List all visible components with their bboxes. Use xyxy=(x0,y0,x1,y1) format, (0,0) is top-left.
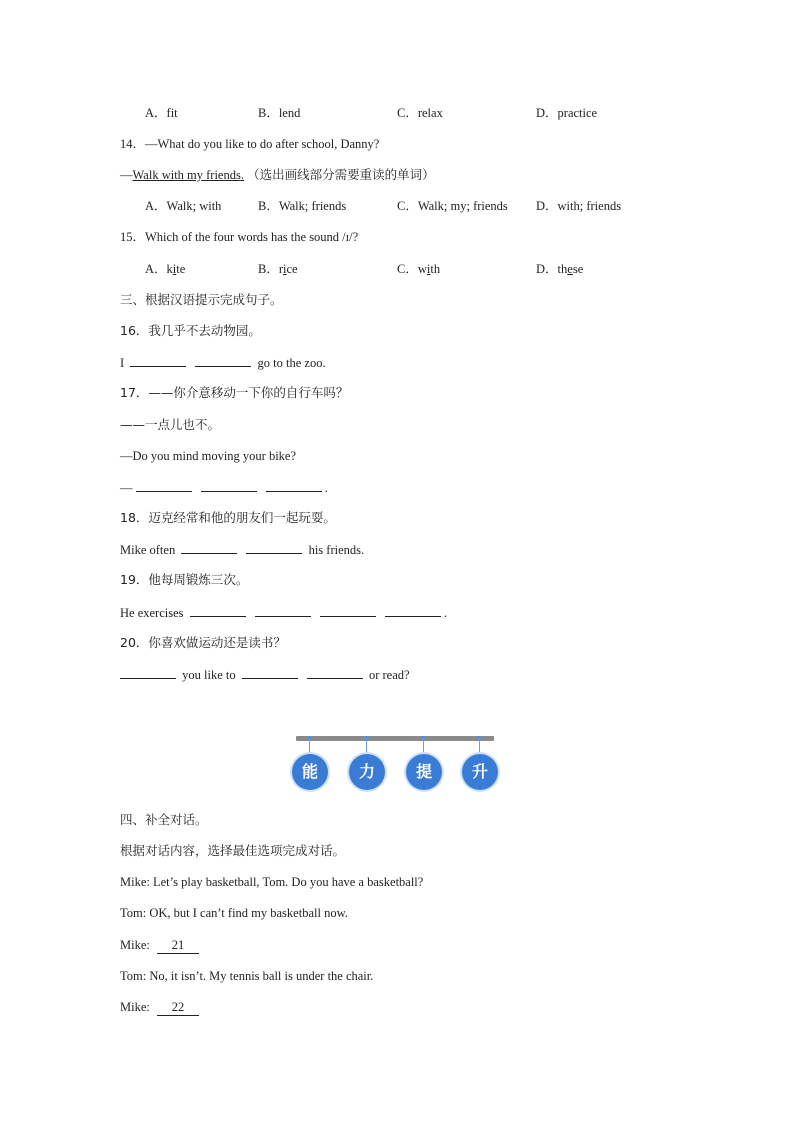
q19-prompt: 19．他每周锻炼三次。 xyxy=(120,572,249,587)
q19-pre: He exercises xyxy=(120,606,184,620)
section4-instruction: 根据对话内容，选择最佳选项完成对话。 xyxy=(120,843,346,858)
q18-prompt: 18．迈克经常和他的朋友们一起玩耍。 xyxy=(120,510,336,525)
q15-option-b xyxy=(258,261,298,277)
q14-option-b: B．Walk; friends xyxy=(258,199,347,213)
q15-option-post: te xyxy=(176,262,186,276)
q13-option-a: A．fit xyxy=(145,106,178,120)
q15-option-mark: i xyxy=(283,262,287,276)
q17-pre: — xyxy=(120,481,133,495)
banner-badge: 提 xyxy=(406,754,442,790)
dialogue-line xyxy=(120,999,199,1016)
answer-blank[interactable] xyxy=(190,604,246,617)
q13-option-d: D．practice xyxy=(536,106,598,120)
answer-blank[interactable] xyxy=(130,354,186,367)
q14-answer-underlined: Walk with my friends. xyxy=(132,168,244,182)
section3-title: 三、根据汉语提示完成句子。 xyxy=(120,292,283,307)
q15-option-pre: w xyxy=(417,262,427,276)
q18-sentence xyxy=(120,541,364,558)
q15-option-mark: e xyxy=(567,262,573,276)
banner-stem xyxy=(366,739,367,755)
banner-badge: 力 xyxy=(349,754,385,790)
answer-blank[interactable] xyxy=(181,541,237,554)
q14-answer xyxy=(120,167,435,183)
q17-prompt-2: ——一点儿也不。 xyxy=(120,417,221,432)
q14-option-a: A．Walk; with xyxy=(145,199,222,213)
q15-option-c xyxy=(397,261,440,277)
q14-option-c: C．Walk; my; friends xyxy=(397,199,508,213)
q16-pre: I xyxy=(120,356,125,370)
q20-sentence xyxy=(120,666,410,683)
answer-blank[interactable] xyxy=(201,479,257,492)
banner-stem xyxy=(309,739,310,755)
q20-prompt: 20．你喜欢做运动还是读书？ xyxy=(120,635,286,650)
dialogue-speaker: Mike: xyxy=(120,938,150,952)
answer-blank[interactable] xyxy=(136,479,192,492)
dialogue-blank-22[interactable]: 22 xyxy=(157,999,199,1016)
q15-option-letter: A． xyxy=(145,262,167,276)
q13-option-b: B．lend xyxy=(258,106,301,120)
q16-prompt: 16．我几乎不去动物园。 xyxy=(120,323,261,338)
q15-option-post: th xyxy=(430,262,441,276)
q15-option-post: se xyxy=(572,262,584,276)
dialogue-line: Tom: OK, but I can’t find my basketball now. xyxy=(120,906,348,920)
q17-sentence xyxy=(120,479,328,496)
q20-post: or read? xyxy=(368,668,410,682)
dialogue-line: Tom: No, it isn’t. My tennis ball is under the chair. xyxy=(120,969,374,983)
dialogue-line xyxy=(120,937,199,954)
answer-blank[interactable] xyxy=(266,479,322,492)
q15-option-pre: k xyxy=(166,262,173,276)
q15-option-pre: r xyxy=(278,262,284,276)
dialogue-line: Mike: Let’s play basketball, Tom. Do you have a basketball? xyxy=(120,875,424,889)
q14-answer-note: （选出画线部分需要重读的单词） xyxy=(247,167,435,182)
q15-question: 15．Which of the four words has the sound /ɪ/? xyxy=(120,230,359,244)
banner-stem xyxy=(479,739,480,755)
q18-pre: Mike often xyxy=(120,543,176,557)
q18-post: his friends. xyxy=(308,543,365,557)
q17-prompt-1: 17．——你介意移动一下你的自行车吗？ xyxy=(120,385,349,400)
q15-option-pre: th xyxy=(557,262,568,276)
q15-option-letter: C． xyxy=(397,262,418,276)
q14-question: 14．—What do you like to do after school, Danny? xyxy=(120,137,380,151)
answer-blank[interactable] xyxy=(195,354,251,367)
q20-mid: you like to xyxy=(182,668,236,682)
q15-option-post: ce xyxy=(286,262,298,276)
banner-rod xyxy=(296,736,494,741)
banner-stem xyxy=(423,739,424,755)
dialogue-speaker: Mike: xyxy=(120,1000,150,1014)
q15-option-mark: i xyxy=(172,262,177,276)
banner-badge: 能 xyxy=(292,754,328,790)
answer-blank[interactable] xyxy=(385,604,441,617)
answer-blank[interactable] xyxy=(120,666,176,679)
q15-option-letter: D． xyxy=(536,262,558,276)
section4-title: 四、补全对话。 xyxy=(120,812,208,827)
q13-option-c: C．relax xyxy=(397,106,443,120)
q17-post: . xyxy=(324,481,328,495)
answer-blank[interactable] xyxy=(255,604,311,617)
q14-answer-prefix: — xyxy=(120,168,133,182)
q15-option-a xyxy=(145,261,185,277)
answer-blank[interactable] xyxy=(307,666,363,679)
q15-option-d xyxy=(536,261,583,277)
q14-option-d: D．with; friends xyxy=(536,199,622,213)
q15-option-mark: i xyxy=(426,262,431,276)
answer-blank[interactable] xyxy=(320,604,376,617)
q19-sentence xyxy=(120,604,447,621)
q19-post: . xyxy=(444,606,448,620)
q16-sentence xyxy=(120,354,326,371)
q16-post: go to the zoo. xyxy=(257,356,326,370)
q17-english: —Do you mind moving your bike? xyxy=(120,449,297,463)
dialogue-blank-21[interactable]: 21 xyxy=(157,937,199,954)
answer-blank[interactable] xyxy=(242,666,298,679)
ability-banner xyxy=(292,734,498,794)
q15-option-letter: B． xyxy=(258,262,279,276)
banner-badge: 升 xyxy=(462,754,498,790)
answer-blank[interactable] xyxy=(246,541,302,554)
